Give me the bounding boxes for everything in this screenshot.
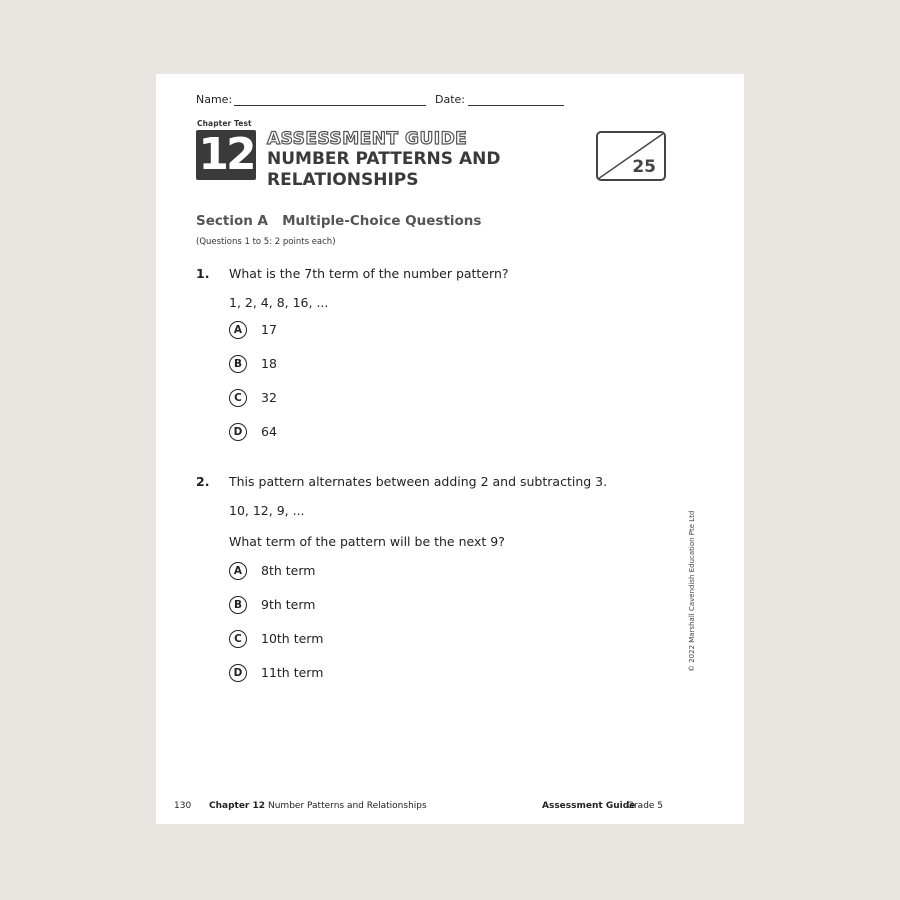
question-text: This pattern alternates between adding 2 and subtracting 3. [229, 474, 608, 489]
question-prompt: What term of the pattern will be the next 9? [229, 534, 505, 549]
section-title: Section A Multiple-Choice Questions [196, 213, 482, 229]
question-number: 2. [196, 474, 210, 489]
copyright-notice: © 2022 Marshall Cavendish Education Pte Ltd [688, 510, 696, 672]
option-letter-circle: B [229, 355, 247, 373]
name-field-line[interactable] [234, 105, 426, 106]
footer-chapter-title: Number Patterns and Relationships [268, 801, 427, 811]
chapter-title-line1: NUMBER PATTERNS AND [267, 149, 501, 169]
footer-grade: Grade 5 [627, 801, 664, 811]
section-note: (Questions 1 to 5: 2 points each) [196, 237, 336, 247]
option-text: 64 [261, 424, 277, 439]
worksheet-page [156, 74, 744, 824]
option-text: 32 [261, 390, 277, 405]
assessment-guide-title: ASSESSMENT GUIDE [267, 129, 468, 149]
chapter-number-badge: 12 [196, 130, 256, 180]
option-text: 10th term [261, 631, 324, 646]
question-number: 1. [196, 266, 210, 281]
name-label: Name: [196, 93, 233, 106]
option-letter-circle: A [229, 562, 247, 580]
date-label: Date: [435, 93, 465, 106]
question-text: What is the 7th term of the number pattern? [229, 266, 509, 281]
option-text: 8th term [261, 563, 316, 578]
option-letter-circle: C [229, 389, 247, 407]
option-letter-circle: D [229, 423, 247, 441]
option-text: 9th term [261, 597, 316, 612]
date-field-line[interactable] [468, 105, 564, 106]
option-text: 17 [261, 322, 277, 337]
option-text: 18 [261, 356, 277, 371]
score-total: 25 [632, 157, 656, 177]
number-pattern: 1, 2, 4, 8, 16, ... [229, 295, 329, 310]
option-letter-circle: A [229, 321, 247, 339]
footer-guide-label: Assessment Guide [542, 801, 636, 811]
footer-page-number: 130 [174, 801, 192, 811]
footer-chapter-label: Chapter 12 [209, 801, 266, 811]
option-letter-circle: D [229, 664, 247, 682]
number-pattern: 10, 12, 9, ... [229, 503, 305, 518]
chapter-test-label: Chapter Test [197, 119, 252, 128]
option-letter-circle: B [229, 596, 247, 614]
chapter-title-line2: RELATIONSHIPS [267, 170, 419, 190]
score-box[interactable] [596, 131, 666, 181]
option-letter-circle: C [229, 630, 247, 648]
option-text: 11th term [261, 665, 324, 680]
